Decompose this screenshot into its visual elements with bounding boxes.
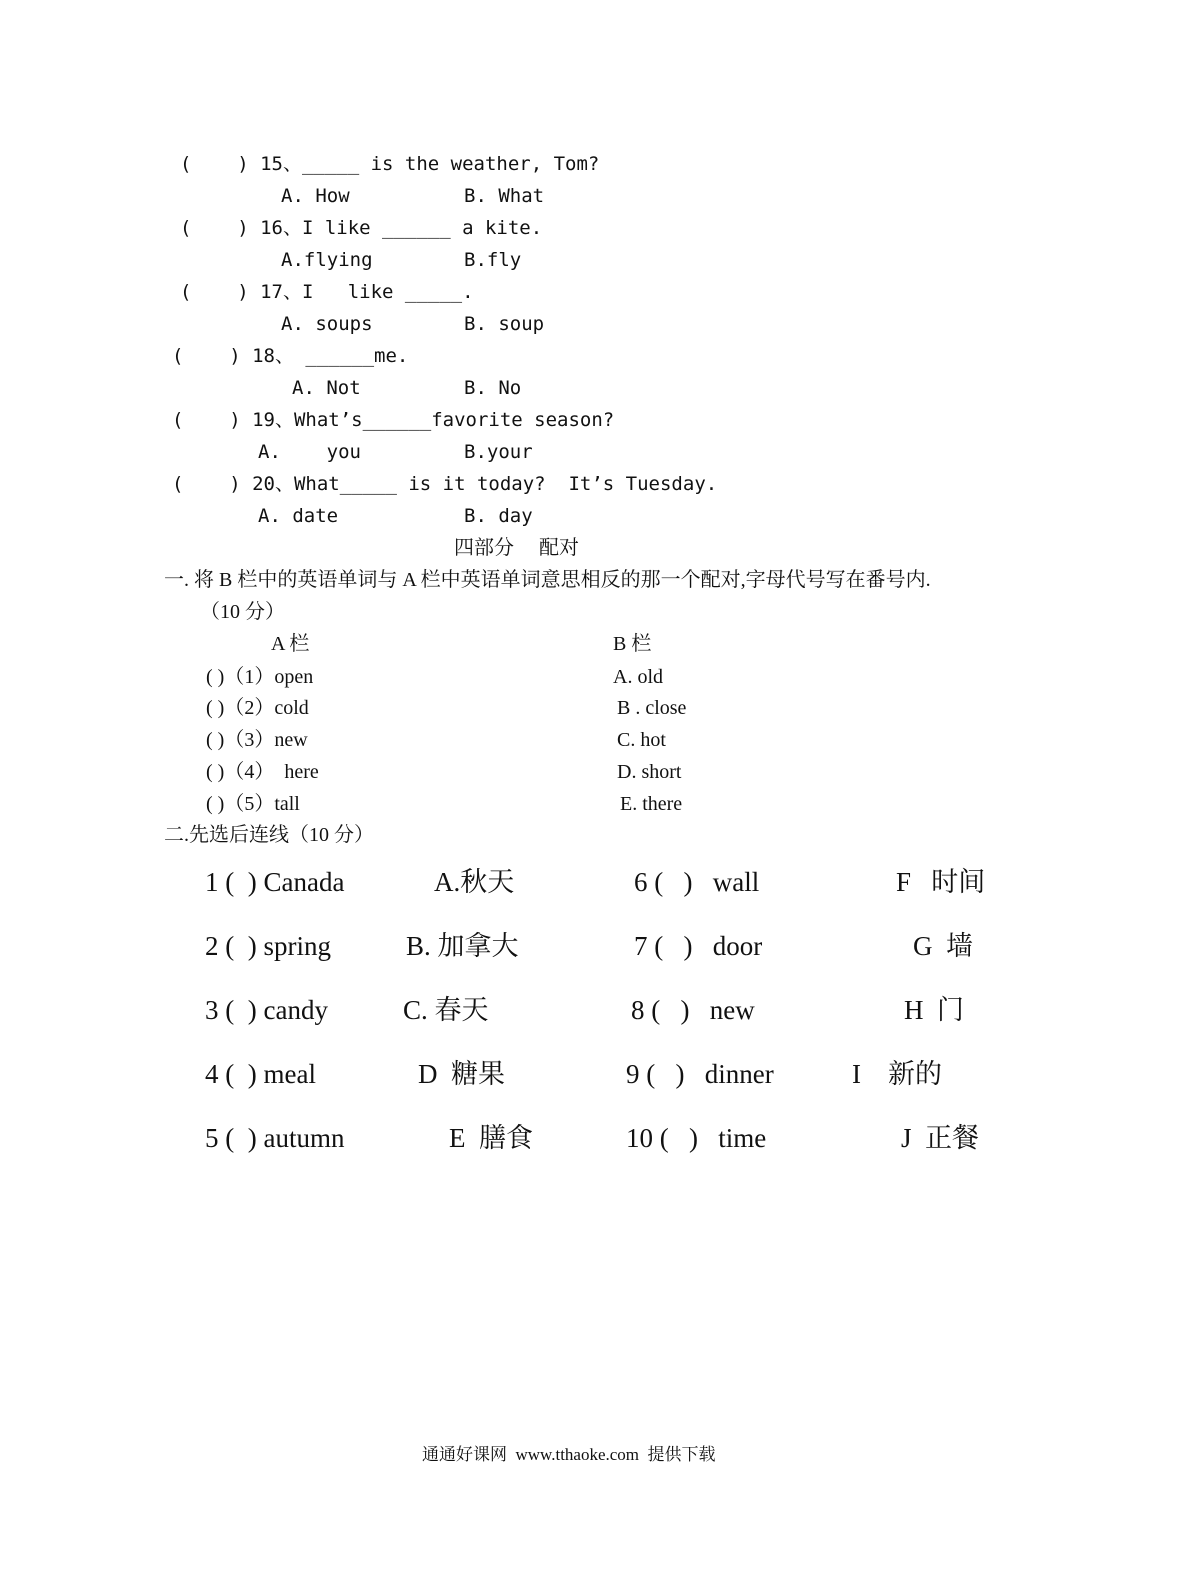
question-17-option-b: B. soup — [464, 313, 545, 335]
question-20-stem: ( ) 20、What_____ is it today? It’s Tuesday. — [172, 473, 718, 495]
question-19-option-b: B.your — [464, 441, 533, 463]
pair-a-2: ( )（2）cold — [206, 697, 309, 719]
match-row-1-chinese: A.秋天 — [434, 867, 515, 897]
pair-b-5: E. there — [620, 793, 683, 815]
section1-instruction: 一. 将 B 栏中的英语单词与 A 栏中英语单词意思相反的那一个配对,字母代号写在番号内. — [164, 569, 931, 591]
match-row-5-chinese-right: J 正餐 — [901, 1123, 980, 1153]
match-row-1-english-right: 6 ( ) wall — [634, 867, 760, 897]
match-row-4-chinese-right: I 新的 — [852, 1059, 942, 1089]
question-19-option-a: A. you — [258, 441, 361, 463]
question-18-option-b: B. No — [464, 377, 522, 399]
question-15-option-a: A. How — [281, 185, 350, 207]
question-17-option-a: A. soups — [281, 313, 373, 335]
match-row-4-chinese: D 糖果 — [418, 1059, 505, 1089]
question-19-stem: ( ) 19、What’s______favorite season? — [172, 409, 615, 431]
match-row-1-chinese-right: F 时间 — [896, 867, 986, 897]
question-15-stem: ( ) 15、_____ is the weather, Tom? — [180, 153, 600, 175]
match-row-3-chinese: C. 春天 — [403, 995, 489, 1025]
question-16-option-a: A.flying — [281, 249, 373, 271]
section1-points: （10 分） — [200, 601, 285, 623]
match-row-2-english-right: 7 ( ) door — [634, 931, 763, 961]
match-row-4-english-right: 9 ( ) dinner — [626, 1059, 774, 1089]
part4-title: 四部分 配对 — [454, 537, 579, 559]
match-row-4-english: 4 ( ) meal — [205, 1059, 316, 1089]
pair-a-3: ( )（3）new — [206, 729, 308, 751]
pair-b-3: C. hot — [617, 729, 666, 751]
match-row-2-chinese-right: G 墙 — [913, 931, 973, 961]
match-row-3-chinese-right: H 门 — [904, 995, 964, 1025]
question-20-option-b: B. day — [464, 505, 533, 527]
pair-b-1: A. old — [613, 666, 663, 688]
column-a-header: A 栏 — [271, 633, 310, 655]
question-15-option-b: B. What — [464, 185, 545, 207]
question-18-stem: ( ) 18、 ______me. — [172, 345, 409, 367]
question-16-stem: ( ) 16、I like ______ a kite. — [180, 217, 543, 239]
pair-b-4: D. short — [617, 761, 682, 783]
question-18-option-a: A. Not — [292, 377, 361, 399]
section2-title: 二.先选后连线（10 分） — [164, 824, 374, 846]
pair-b-2: B . close — [617, 697, 687, 719]
page-footer: 通通好课网 www.tthaoke.com 提供下载 — [422, 1445, 716, 1464]
match-row-5-chinese: E 膳食 — [449, 1123, 533, 1153]
question-17-stem: ( ) 17、I like _____. — [180, 281, 474, 303]
match-row-1-english: 1 ( ) Canada — [205, 867, 345, 897]
question-16-option-b: B.fly — [464, 249, 522, 271]
question-20-option-a: A. date — [258, 505, 339, 527]
match-row-5-english: 5 ( ) autumn — [205, 1123, 345, 1153]
column-b-header: B 栏 — [613, 633, 652, 655]
match-row-2-chinese: B. 加拿大 — [406, 931, 519, 961]
pair-a-1: ( )（1）open — [206, 666, 314, 688]
match-row-2-english: 2 ( ) spring — [205, 931, 331, 961]
match-row-5-english-right: 10 ( ) time — [626, 1123, 767, 1153]
match-row-3-english: 3 ( ) candy — [205, 995, 328, 1025]
pair-a-5: ( )（5）tall — [206, 793, 300, 815]
match-row-3-english-right: 8 ( ) new — [631, 995, 755, 1025]
pair-a-4: ( )（4） here — [206, 761, 319, 783]
